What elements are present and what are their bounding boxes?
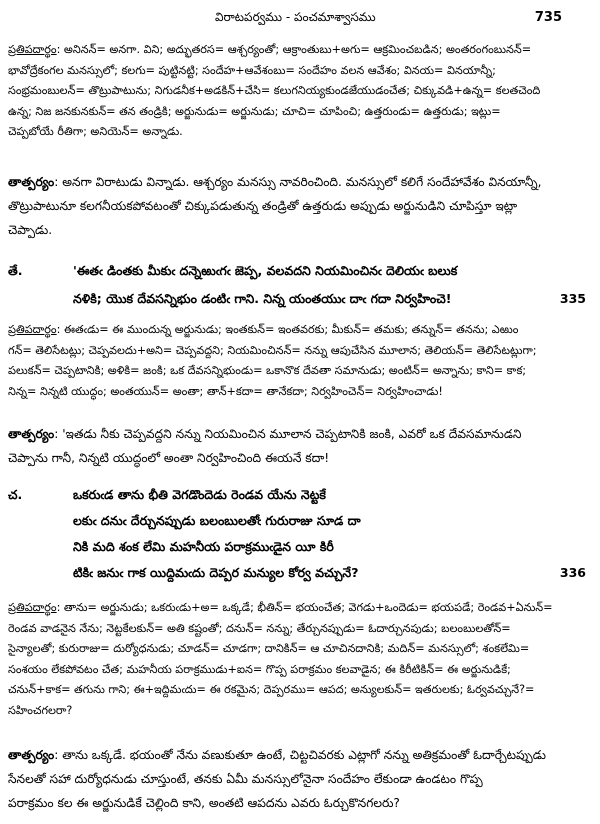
- text-line: : అనినన్= అనగా. విని; అద్భుతరస= ఆశ్చర్యంతో; ఆక్రాంతుబు+అగు= ఆక్రమించబడిన; అంతరంగంబునన్=: [56, 43, 532, 56]
- verse-line: ఒకరుఁడ తాను భీతి వెగడొందెడు రెండవ యేను నెట్టకే: [73, 487, 326, 502]
- text-line: చెప్పాను గానీ, నిన్నటి యుద్ధంలో అంతా నిర్వహించింది ఈయనే కదా!: [8, 451, 330, 465]
- verse-meter-mark: చ.: [8, 487, 23, 502]
- text-line: సంభ్రమంబులన్= తొట్రుపాటును; నిగుడనీక+అడకిన్+చేసి= కలుగనియ్యకుండజేయుడంచేత; చిక్కువడి+ఉన్న= కలతచెంది: [8, 84, 541, 97]
- text-line: : 'ఇతడు నీకు చెప్పవద్దని నన్ను నియమించిన మూలాన చెప్పటానికి జంకి, ఎవరో ఒక దేవసమానుడని: [54, 427, 522, 441]
- text-line: నిన్న= నిన్నటి యుద్ధం; అంతయున్= అంతా; తాన్+కదా= తానేకదా; నిర్వహించెన్= నిర్వహించాడు!: [8, 384, 443, 398]
- text-line: చెప్పాడు.: [8, 223, 53, 237]
- section-label: తాత్పర్యం: [8, 175, 55, 189]
- verse-line: నికి మది శంక లేమి మహనీయ పరాక్రముఁడైన యీ కిరీ: [73, 539, 334, 554]
- text-line: : ఈతఁడు= ఈ ముందున్న అర్జునుడు; ఇంతకున్= ఇంతవరకు; మీకున్= తమకు; తన్నున్= తనను; ఎఱుం: [56, 323, 519, 336]
- verse-number: 336: [559, 565, 586, 580]
- page-number: 735: [534, 10, 562, 25]
- text-line: పలుకన్= చెప్పటానికి; అళికి= జంకి; ఒక దేవసన్నిభుండు= ఒకానొక దేవతా సమానుడు; అంటిన్= అన్నాను; కాని= కాక;: [8, 364, 527, 377]
- pratipadartham-block-1: [8, 40, 594, 143]
- verse-336: [8, 487, 594, 587]
- section-label: ప్రతిపదార్థం: [8, 323, 57, 336]
- text-line: భావోద్రేకంగల మనస్సులో; కలగు= పుట్టినట్టి; సందేహ+ఆవేశంబు= సందేహం వలన ఆవేశం; వినయ= వినయాన్నీ;: [8, 63, 496, 77]
- text-line: గన్= తెలిసేటట్లు; చెప్పవలదు+అని= చెప్పవద్దని; నియమించినన్= నన్ను ఆపుచేసిన మూలాన; తెలియన్= తెలిసేటట్లుగా;: [8, 343, 537, 357]
- tatparyam-block-2: [8, 422, 594, 470]
- text-line: : అనగా విరాటుడు విన్నాడు. ఆశ్చర్యం మనస్సు నావరించింది. మనస్సులో కలిగే సందేహావేశం వినయాన్నీ,: [54, 175, 542, 189]
- verse-meter-mark: తే.: [8, 263, 23, 278]
- verse-line: టికిఁ జనుఁ గాక యిద్దిమఁదు దెప్పర మన్యుల కోర్వ వచ్చునే?: [73, 565, 359, 580]
- verse-number: 335: [559, 291, 586, 306]
- tatparyam-block-3: [8, 743, 594, 815]
- text-line: సైన్యాలతో; కురురాజు= దుర్యోధనుడు; చూడన్= చూడగా; దానికిన్= ఆ చూచినదానికి; మదిన్= మనస్సులో; శంకలేమి=: [8, 642, 530, 655]
- running-title: విరాటపర్వము - పంచమాశ్వాసము: [215, 10, 376, 24]
- pratipadartham-block-3: [8, 598, 594, 721]
- tatparyam-block-1: [8, 170, 594, 242]
- verse-line: 'ఈతఁ డింతకు మీకుఁ దన్నెఱుఁగఁ జెప్ప, వలవదని నియమించినఁ దెలియఁ బలుక: [73, 263, 458, 278]
- verse-line: నళికి; యొక దేవసన్నిభుం డంటిఁ గాని. నిన్న యంతయుఁ దాఁ గదా నిర్వహించె!: [73, 291, 452, 306]
- text-line: చెప్పబోయే రీతిగా; అనియెన్= అన్నాడు.: [8, 125, 183, 138]
- verse-line: లకుఁ దనుఁ దేర్చునప్పుడు బలంబులతోఁ గురురాజు సూడ దా: [73, 513, 361, 528]
- text-line: : తాను= అర్జునుడు; ఒకరుఁడు+అ= ఒక్కడే; భీతిన్= భయంచేత; వెగడు+ఒందెడు= భయపడే; రెండవ+ఏనున్=: [56, 601, 553, 614]
- verse-335: [8, 263, 594, 323]
- text-line: సహించగలరా?: [8, 703, 73, 717]
- section-label: తాత్పర్యం: [8, 748, 55, 762]
- text-line: తొట్రుపాటునూ కలగనీయకపోవటంతో చిక్కుపడుతున్న తండ్రితో ఉత్తరుడు అప్పుడు అర్జునుడిని చూపిస్తూ ఇట్లా: [8, 199, 518, 213]
- pratipadartham-block-2: [8, 320, 594, 402]
- text-line: రెండవ వాడనైన నేను; నెట్టకేలకున్= అతి కష్టంతో; దనున్= నన్ను; తేర్చునప్పుడు= ఓదార్చునపుడు; బలంబులతోన్=: [8, 621, 511, 635]
- section-label: తాత్పర్యం: [8, 427, 55, 441]
- text-line: సంశయం లేకపోవటం చేత; మహనీయ పరాక్రముడు+ఐన= గొప్ప పరాక్రమం కలవాడైన; ఈ కిరీటికిన్= ఈ అర్జునుడికే;: [8, 662, 511, 676]
- text-line: సేనలతో సహా దుర్యోధనుడు చూస్తుంటే, తనకు ఏమీ మనస్సులోనైనా సందేహం లేకుండా ఉండటం గొప్ప: [8, 772, 483, 786]
- text-line: ఉన్న; నిజ జనకునకున్= తన తండ్రికి; అర్జునుడు= అర్జునుడు; చూచి= చూపించి; ఉత్తరుండు= ఉత్తరుడు; ఇట్లు=: [8, 104, 501, 118]
- text-line: : తాను ఒక్కడే. భయంతో నేను వణుకుతూ ఉంటే, చిట్టచివరకు ఎట్లాగో నన్ను అతిక్రమంతో ఓదార్చేటప్పుడు: [54, 748, 546, 762]
- text-line: చనున్+కాక= తగును గాని; ఈ+ఇద్దిమఁదు= ఈ రకమైన; దెప్పరము= ఆపద; అన్యులకున్= ఇతరులకు; ఓర్వవచ్చునే?=: [8, 683, 535, 696]
- section-label: ప్రతిపదార్థం: [8, 601, 57, 614]
- section-label: ప్రతిపదార్థం: [8, 43, 57, 56]
- text-line: పరాక్రమం కల ఈ అర్జునుడికే చెల్లింది కాని, అంతటి ఆపదను ఎవరు ఓర్చుకొనగలరు?: [8, 796, 400, 810]
- page-header: [0, 10, 600, 30]
